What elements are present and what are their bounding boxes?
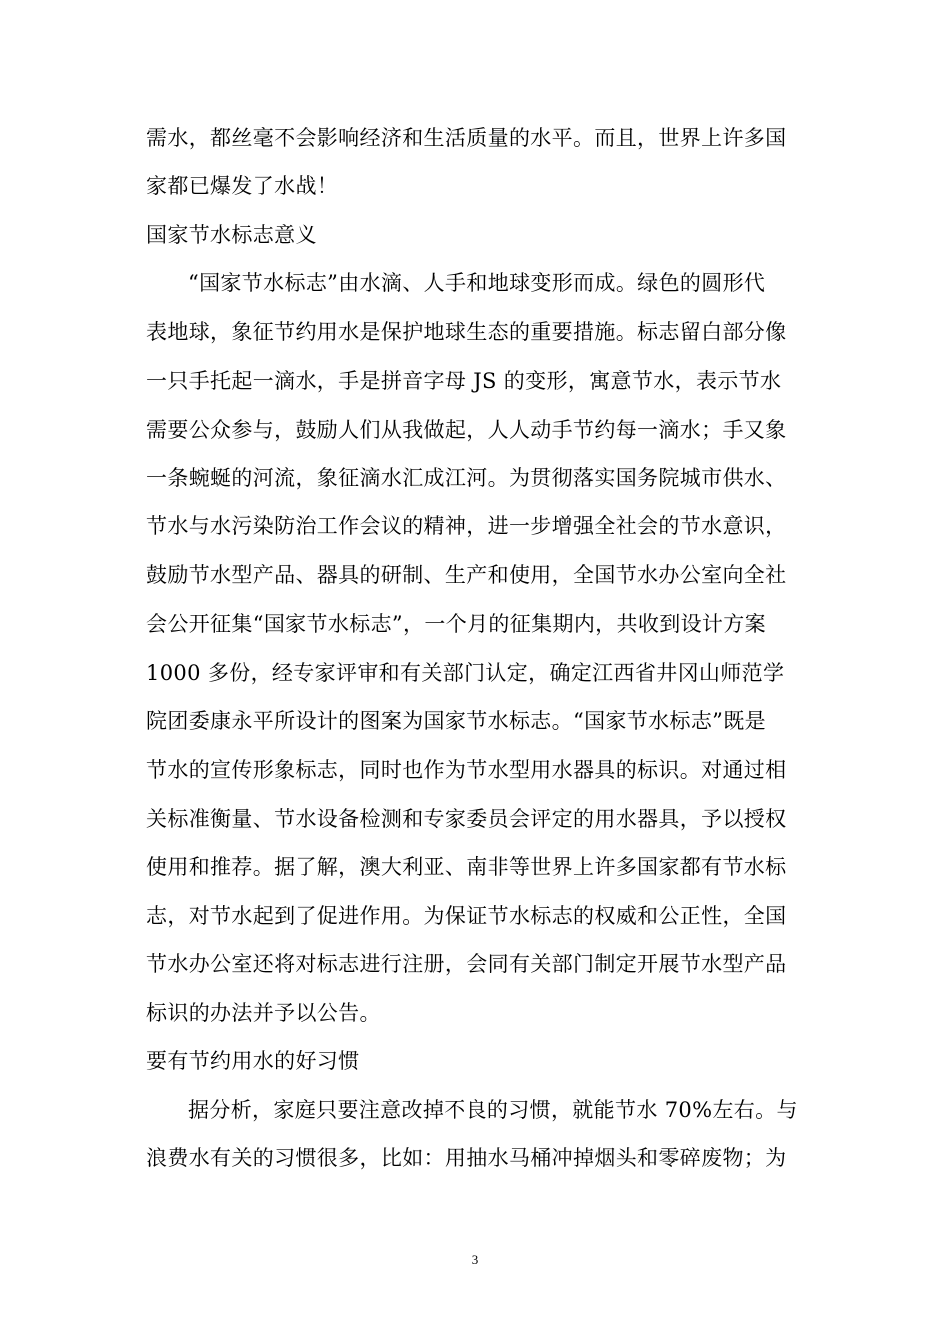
section-heading: 国家节水标志意义 xyxy=(146,223,317,247)
text-line: 需要公众参与，鼓励人们从我做起，人人动手节约每一滴水；手又象 xyxy=(146,418,787,442)
page-number: 3 xyxy=(471,1252,479,1267)
section-heading: 要有节约用水的好习惯 xyxy=(146,1049,360,1073)
text-line: 节水与水污染防治工作会议的精神，进一步增强全社会的节水意识， xyxy=(146,514,787,538)
text-line: 需水，都丝毫不会影响经济和生活质量的水平。而且，世界上许多国 xyxy=(146,126,787,150)
text-line: 据分析，家庭只要注意改掉不良的习惯，就能节水 70%左右。与 xyxy=(188,1098,798,1122)
text-line: 一条蜿蜒的河流，象征滴水汇成江河。为贯彻落实国务院城市供水、 xyxy=(146,466,787,490)
text-line: 表地球，象征节约用水是保护地球生态的重要措施。标志留白部分像 xyxy=(146,320,787,344)
text-line: 家都已爆发了水战！ xyxy=(146,174,339,198)
text-line: 节水办公室还将对标志进行注册，会同有关部门制定开展节水型产品 xyxy=(146,952,787,976)
text-line: 关标准衡量、节水设备检测和专家委员会评定的用水器具，予以授权 xyxy=(146,807,787,831)
text-line: 志，对节水起到了促进作用。为保证节水标志的权威和公正性，全国 xyxy=(146,904,787,928)
text-line: 1000 多份，经专家评审和有关部门认定，确定江西省井冈山师范学 xyxy=(146,661,785,685)
text-line: 会公开征集“国家节水标志”，一个月的征集期内，共收到设计方案 xyxy=(146,612,766,636)
text-line: 一只手托起一滴水，手是拼音字母 JS 的变形，寓意节水，表示节水 xyxy=(146,369,782,393)
text-line: “国家节水标志”由水滴、人手和地球变形而成。绿色的圆形代 xyxy=(188,271,766,295)
text-line: 节水的宣传形象标志，同时也作为节水型用水器具的标识。对通过相 xyxy=(146,758,787,782)
text-line: 浪费水有关的习惯很多，比如：用抽水马桶冲掉烟头和零碎废物；为 xyxy=(146,1146,787,1170)
text-line: 鼓励节水型产品、器具的研制、生产和使用，全国节水办公室向全社 xyxy=(146,563,787,587)
text-line: 标识的办法并予以公告。 xyxy=(146,1001,381,1025)
text-line: 使用和推荐。据了解，澳大利亚、南非等世界上许多国家都有节水标 xyxy=(146,855,787,879)
text-line: 院团委康永平所设计的图案为国家节水标志。“国家节水标志”既是 xyxy=(146,709,766,733)
